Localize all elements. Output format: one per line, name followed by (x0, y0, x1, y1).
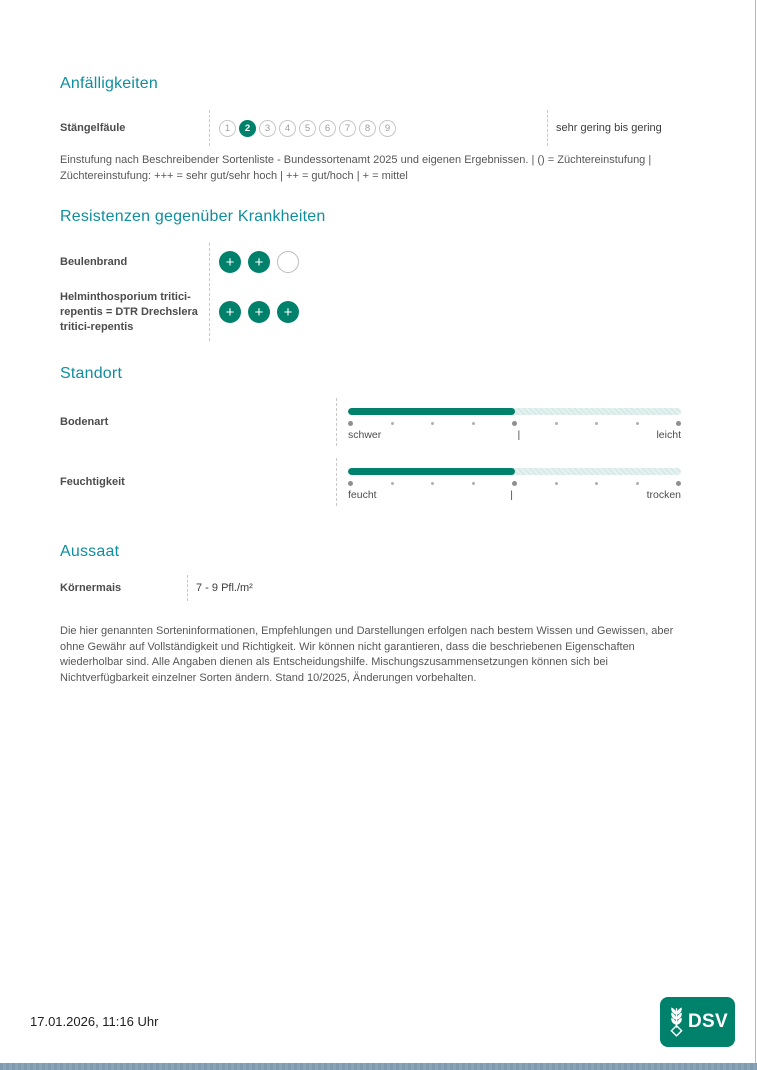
dsv-logo-text: DSV (688, 1011, 728, 1032)
disclaimer-text: Die hier genannten Sorteninformationen, Empfehlungen und Darstellungen erfolgen nach bestem Wissen und Gewissen, aber ohne Gewähr auf Vollständigkeit und Richtigkeit. Wir können nicht garantieren, dass die beschriebenen Eigenschaften wiederholbar sind. Alle Angaben dienen als Entscheidungshilfe. Mischungszusammensetzungen können sich bei Nichtverfügbarkeit einzelner Sorten ändern. Stand 10/2025, Änderungen vorbehalten. (60, 625, 674, 684)
resistance-row-beulenbrand (60, 243, 757, 281)
slider-label-mid: | (510, 489, 513, 501)
rating-row-staengelfaeule (60, 110, 757, 146)
print-timestamp: 17.01.2026, 11:16 Uhr (30, 1014, 159, 1029)
row-label: Stängelfäule (60, 121, 126, 134)
plus-circle-filled: + (219, 251, 241, 273)
row-label: Helminthosporium tritici-repentis = DTR Drechslera tritici-repentis (60, 290, 198, 333)
slider-label-right: trocken (646, 489, 681, 501)
scale-circle-4: 4 (279, 120, 296, 137)
row-label: Körnermais (60, 582, 122, 594)
section-title-standort: Standort (60, 365, 123, 382)
scale-circle-8: 8 (359, 120, 376, 137)
scale-circle-3: 3 (259, 120, 276, 137)
slider-label-right: leicht (656, 429, 681, 441)
slider-label-left: feucht (348, 489, 377, 501)
rating-scale-1-9 (210, 110, 547, 146)
classification-note: Einstufung nach Beschreibender Sortenliste - Bundessortenamt 2025 und eigenen Ergebnissen. | () = Züchtereinstufung | Züchtereinstufung: +++ = sehr gut/sehr hoch | ++ = gut/hoch | + = mittel (60, 154, 652, 182)
row-label: Beulenbrand (60, 255, 128, 268)
slider-row-feuchtigkeit (60, 458, 757, 506)
row-label: Feuchtigkeit (60, 476, 125, 488)
wheat-icon (667, 1006, 686, 1038)
aussaat-row-koernermais (60, 575, 757, 601)
resistance-row-helminthosporium (60, 283, 757, 341)
feuchtigkeit-slider (337, 458, 681, 506)
dsv-logo (660, 997, 735, 1047)
plus-circle-filled: + (277, 301, 299, 323)
resistance-rating (210, 283, 299, 341)
scale-circle-1: 1 (219, 120, 236, 137)
scale-circle-6: 6 (319, 120, 336, 137)
section-title-resistenzen: Resistenzen gegenüber Krankheiten (60, 208, 326, 225)
slider-label-mid: | (517, 429, 521, 441)
page-right-border (755, 0, 756, 1063)
scale-circle-5: 5 (299, 120, 316, 137)
rating-text: sehr gering bis gering (556, 122, 662, 134)
plus-circle-filled: + (248, 251, 270, 273)
section-title-anfaelligkeiten: Anfälligkeiten (60, 75, 158, 92)
seeding-rate-value: 7 - 9 Pfl./m² (196, 582, 253, 594)
bodenart-slider (337, 398, 681, 446)
scale-circle-7: 7 (339, 120, 356, 137)
slider-fill (348, 468, 515, 475)
section-title-aussaat: Aussaat (60, 543, 120, 560)
footer-bottom-bar (0, 1063, 757, 1070)
slider-track (348, 468, 681, 475)
slider-track (348, 408, 681, 415)
plus-circle-filled: + (248, 301, 270, 323)
slider-ticks (348, 480, 681, 486)
slider-ticks (348, 420, 681, 426)
resistance-rating (210, 243, 299, 281)
plus-circle-filled: + (219, 301, 241, 323)
slider-row-bodenart (60, 398, 757, 446)
slider-fill (348, 408, 515, 415)
row-label: Bodenart (60, 416, 109, 428)
scale-circle-9: 9 (379, 120, 396, 137)
slider-label-left: schwer (348, 429, 382, 441)
scale-circle-2-selected: 2 (239, 120, 256, 137)
plus-circle-empty (277, 251, 299, 273)
